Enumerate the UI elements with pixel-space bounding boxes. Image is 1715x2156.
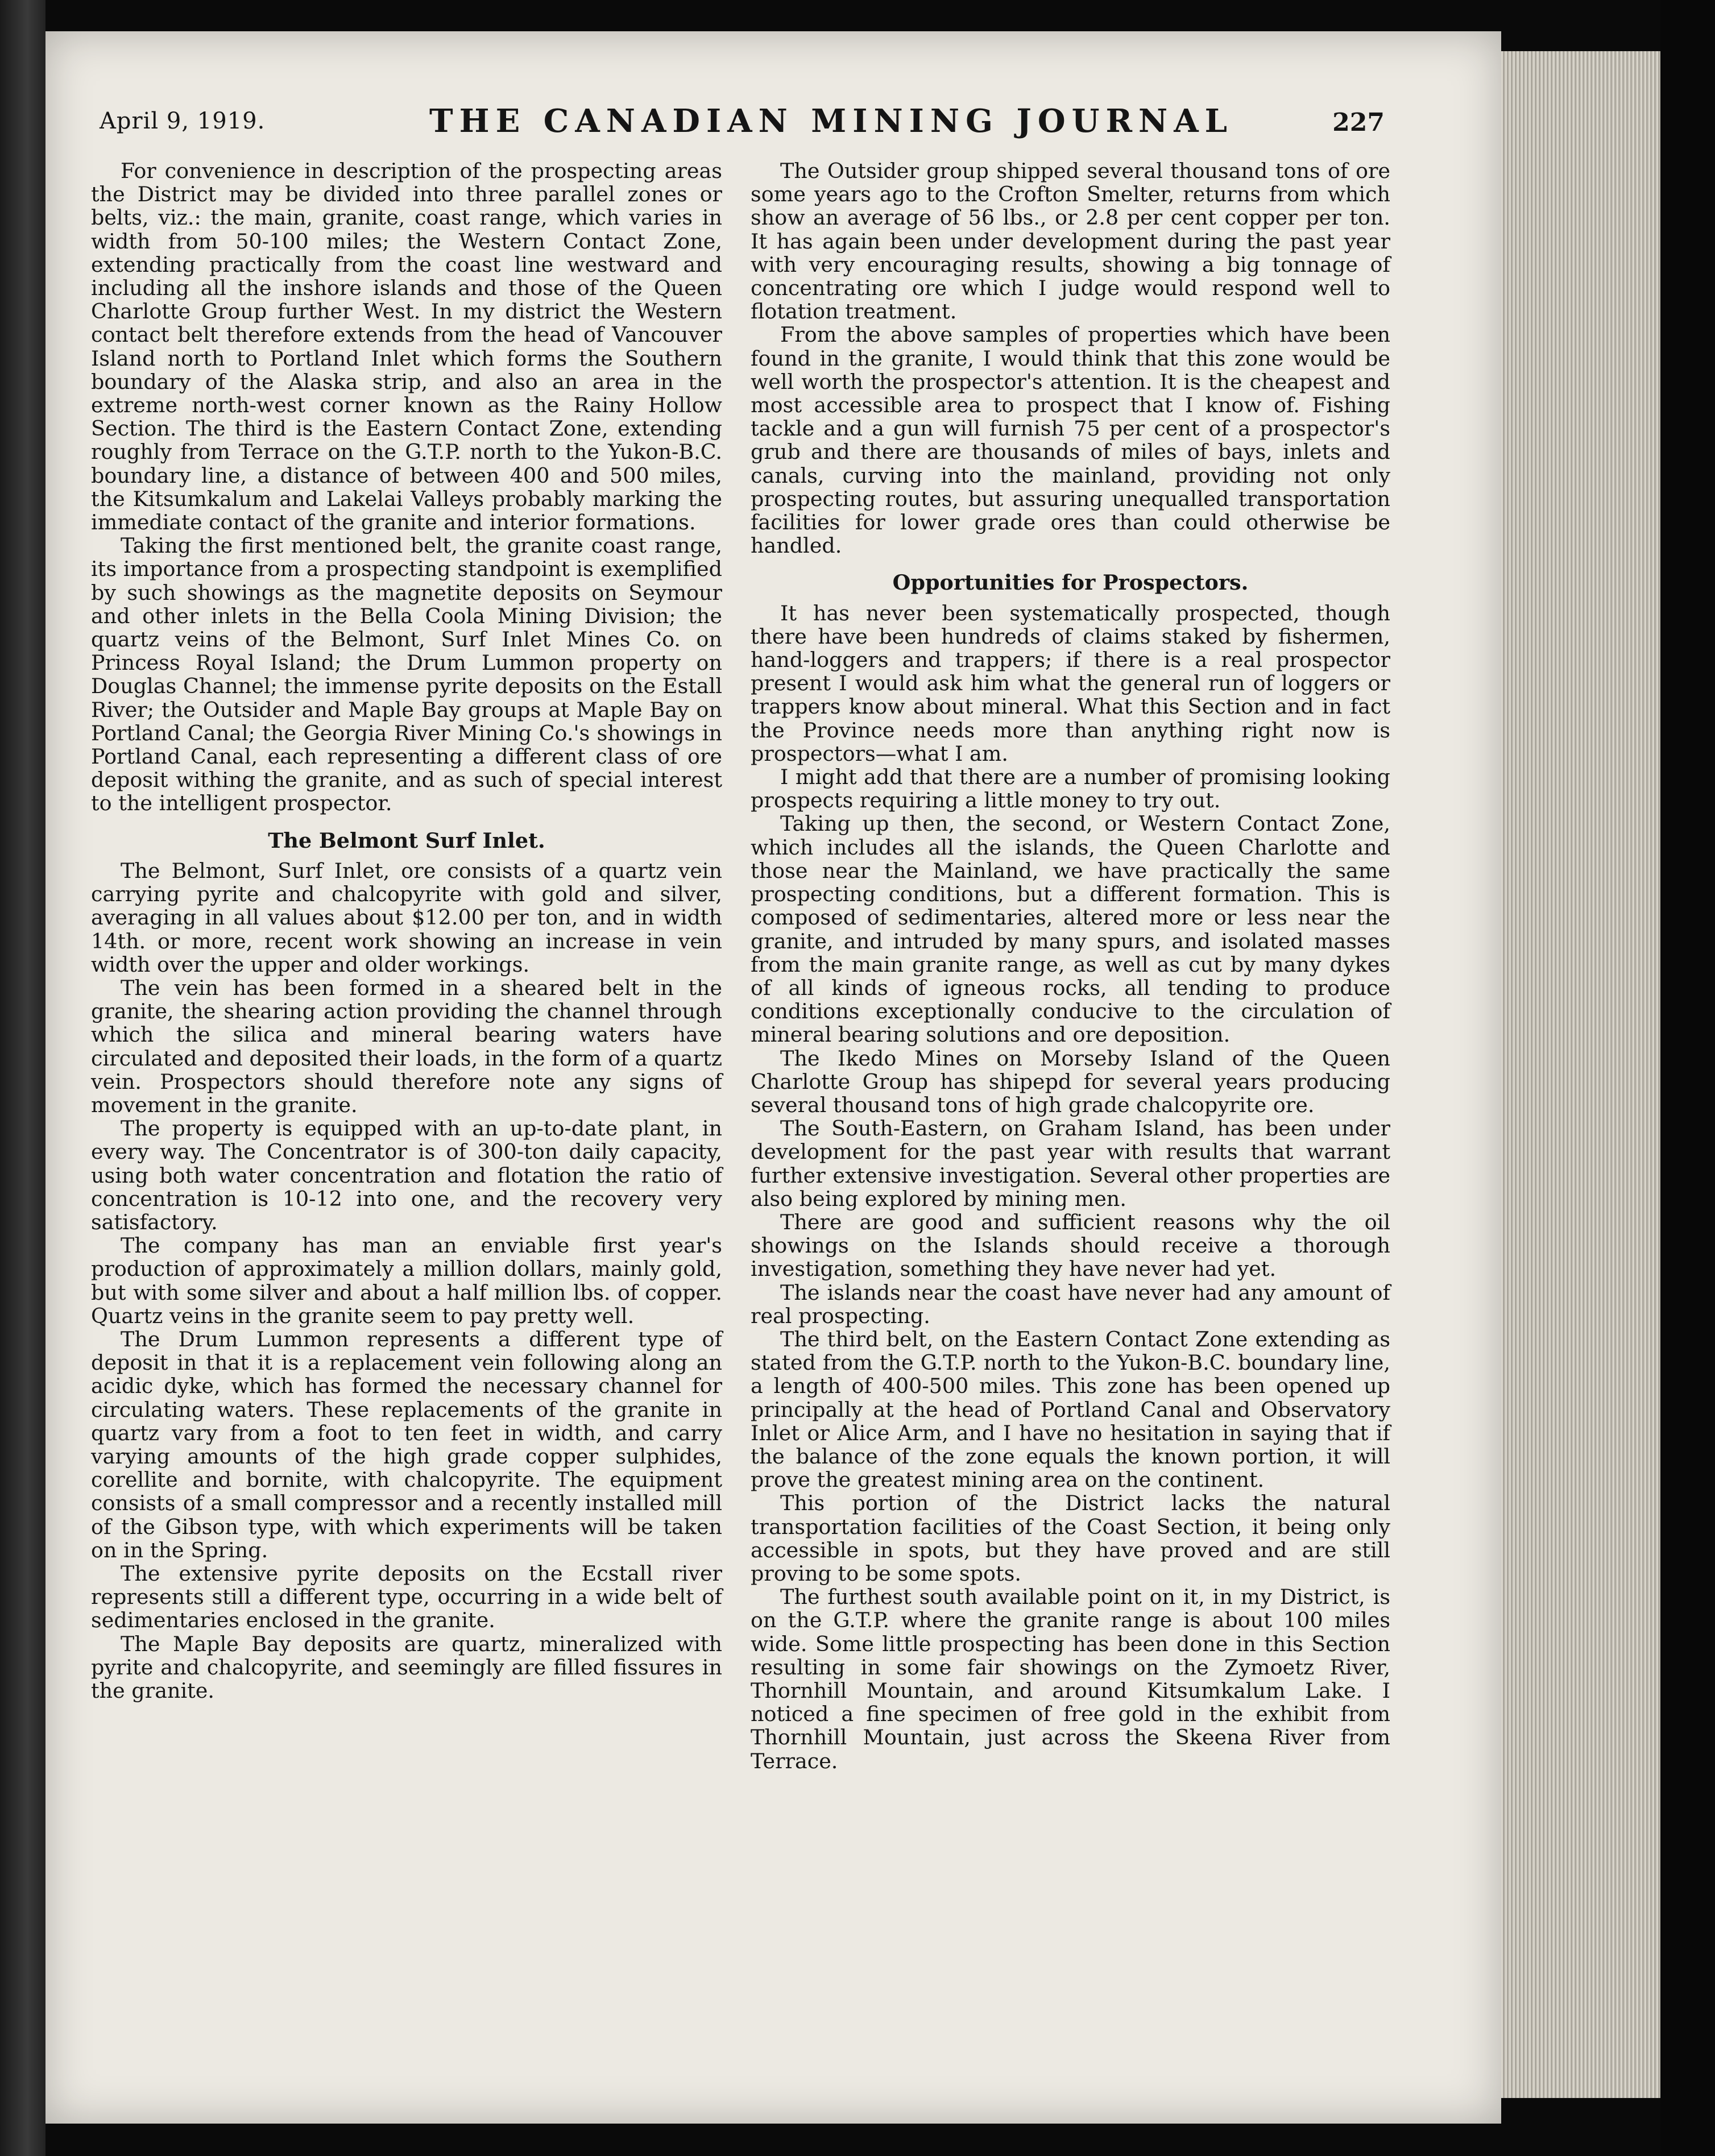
section-heading: Opportunities for Prospectors. xyxy=(892,570,1249,595)
paragraph: The Outsider group shipped several thousand tons of ore some years ago to the Crofton Smelter, returns from which show an average of 56 lbs., or 2.8 per cent copper per ton. It has again been under development during the past year with very encouraging results, showing a big tonnage of concentrating ore which I judge would respond well to flotation treatment. xyxy=(751,159,1390,324)
paragraph: Taking the first mentioned belt, the granite coast range, its importance from a prospecting standpoint is exemplified by such showings as the magnetite deposits on Seymour and other inlets in the Bella Coola Mining Division; the quartz veins of the Belmont, Surf Inlet Mines Co. on Princess Royal Island; the Drum Lummon property on Douglas Channel; the immense pyrite deposits on the Estall River; the Outsider and Maple Bay groups at Maple Bay on Portland Canal; the Georgia River Mining Co.'s showings in Portland Canal, each representing a different class of ore deposit withing the granite, and as such of special interest to the intelligent prospector. xyxy=(91,533,722,816)
paragraph: This portion of the District lacks the natural transportation facilities of the Coast Section, it being only accessible in spots, but they have proved and are still proving to be some spots. xyxy=(751,1491,1390,1586)
paragraph: The Ikedo Mines on Morseby Island of the Queen Charlotte Group has shipepd for several years producing several thousand tons of high grade chalcopyrite ore. xyxy=(751,1046,1390,1117)
paragraph: The Maple Bay deposits are quartz, mineralized with pyrite and chalcopyrite, and seemingly are filled fissures in the granite. xyxy=(91,1631,722,1703)
right-column xyxy=(751,159,1390,1773)
paragraph: The Drum Lummon represents a different type of deposit in that it is a replacement vein following along an acidic dyke, which has formed the necessary channel for circulating waters. These replacements of the granite in quartz vary from a foot to ten feet in width, and carry varying amounts of the high grade copper sulphides, corellite and bornite, with chalcopyrite. The equipment consists of a small compressor and a recently installed mill of the Gibson type, with which experiments will be taken on in the Spring. xyxy=(91,1326,722,1562)
paragraph: There are good and sufficient reasons why the oil showings on the Islands should receive a thorough investigation, something they have never had yet. xyxy=(751,1209,1390,1282)
issue-date: April 9, 1919. xyxy=(100,108,266,134)
left-column xyxy=(91,159,722,1702)
paragraph: The Belmont, Surf Inlet, ore consists of a quartz vein carrying pyrite and chalcopyrite with gold and silver, averaging in all values about $12.00 per ton, and in width 14th. or more, recent work showing an increase in vein width over the upper and older workings. xyxy=(91,858,722,977)
paragraph: Taking up then, the second, or Western Contact Zone, which includes all the islands, the Queen Charlotte and those near the Mainland, we have practically the same prospecting conditions, but a different formation. This is composed of sedimentaries, altered more or less near the granite, and intruded by many spurs, and isolated masses from the main granite range, as well as cut by many dykes of all kinds of igneous rocks, all tending to produce conditions exceptionally conducive to the circulation of mineral bearing solutions and ore deposition. xyxy=(751,811,1390,1047)
paragraph: It has never been systematically prospected, though there have been hundreds of claims staked by fishermen, hand-loggers and trappers; if there is a real prospector present I would ask him what the general run of loggers or trappers know about mineral. What this Section and in fact the Province needs more than anything right now is prospectors—what I am. xyxy=(751,600,1390,766)
section-heading: The Belmont Surf Inlet. xyxy=(268,828,545,853)
paragraph: The extensive pyrite deposits on the Ecstall river represents still a different type, occurring in a wide belt of sedimentaries enclosed in the granite. xyxy=(91,1561,722,1633)
paragraph: The third belt, on the Eastern Contact Zone extending as stated from the G.T.P. north to the Yukon-B.C. boundary line, a length of 400-500 miles. This zone has been opened up principally at the head of Portland Canal and Observatory Inlet or Alice Arm, and I have no hesitation in saying that if the balance of the zone equals the known portion, it will prove the greatest mining area on the continent. xyxy=(751,1326,1390,1492)
book-page-edges xyxy=(1501,51,1660,2098)
paragraph: I might add that there are a number of promising looking prospects requiring a little money to try out. xyxy=(751,765,1390,813)
journal-title: THE CANADIAN MINING JOURNAL xyxy=(429,102,1234,140)
paragraph: The vein has been formed in a sheared belt in the granite, the shearing action providing the channel through which the silica and mineral bearing waters have circulated and deposited their loads, in the form of a quartz vein. Prospectors should therefore note any signs of movement in the granite. xyxy=(91,975,722,1117)
binding-shadow xyxy=(0,0,45,2156)
scan-border xyxy=(1660,0,1715,2156)
running-head xyxy=(100,102,1396,148)
paragraph: The company has man an enviable first year's production of approximately a million dollars, mainly gold, but with some silver and about a half million lbs. of copper. Quartz veins in the granite seem to pay pretty well. xyxy=(91,1233,722,1328)
page-number: 227 xyxy=(1332,108,1385,137)
paragraph: The South-Eastern, on Graham Island, has been under development for the past year with results that warrant further extensive investigation. Several other properties are also being explored by mining men. xyxy=(751,1116,1390,1211)
paragraph: The property is equipped with an up-to-date plant, in every way. The Concentrator is of 300-ton daily capacity, using both water concentration and flotation the ratio of concentration is 10-12 into one, and the recovery very satisfactory. xyxy=(91,1116,722,1234)
paragraph: For convenience in description of the prospecting areas the District may be divided into three parallel zones or belts, viz.: the main, granite, coast range, which varies in width from 50-100 miles; the Western Contact Zone, extending practically from the coast line westward and including all the inshore islands and those of the Queen Charlotte Group further West. In my district the Western contact belt therefore extends from the head of Vancouver Island north to Portland Inlet which forms the Southern boundary of the Alaska strip, and also an area in the extreme north-west corner known as the Rainy Hollow Section. The third is the Eastern Contact Zone, extending roughly from Terrace on the G.T.P. north to the Yukon-B.C. boundary line, a distance of between 400 and 500 miles, the Kitsumkalum and Lakelai Valleys probably marking the immediate contact of the granite and interior formations. xyxy=(91,159,722,535)
paragraph: The islands near the coast have never had any amount of real prospecting. xyxy=(751,1280,1390,1328)
paragraph: From the above samples of properties which have been found in the granite, I would think that this zone would be well worth the prospector's attention. It is the cheapest and most accessible area to prospect that I know of. Fishing tackle and a gun will furnish 75 per cent of a prospector's grub and there are thousands of miles of bays, inlets and canals, curving into the mainland, providing not only prospecting routes, but assuring unequalled transportation facilities for lower grade ores than could otherwise be handled. xyxy=(751,322,1390,558)
paragraph: The furthest south available point on it, in my District, is on the G.T.P. where the granite range is about 100 miles wide. Some little prospecting has been done in this Section resulting in some fair showings on the Zymoetz River, Thornhill Mountain, and around Kitsumkalum Lake. I noticed a fine specimen of free gold in the exhibit from Thornhill Mountain, just across the Skeena River from Terrace. xyxy=(751,1585,1390,1773)
